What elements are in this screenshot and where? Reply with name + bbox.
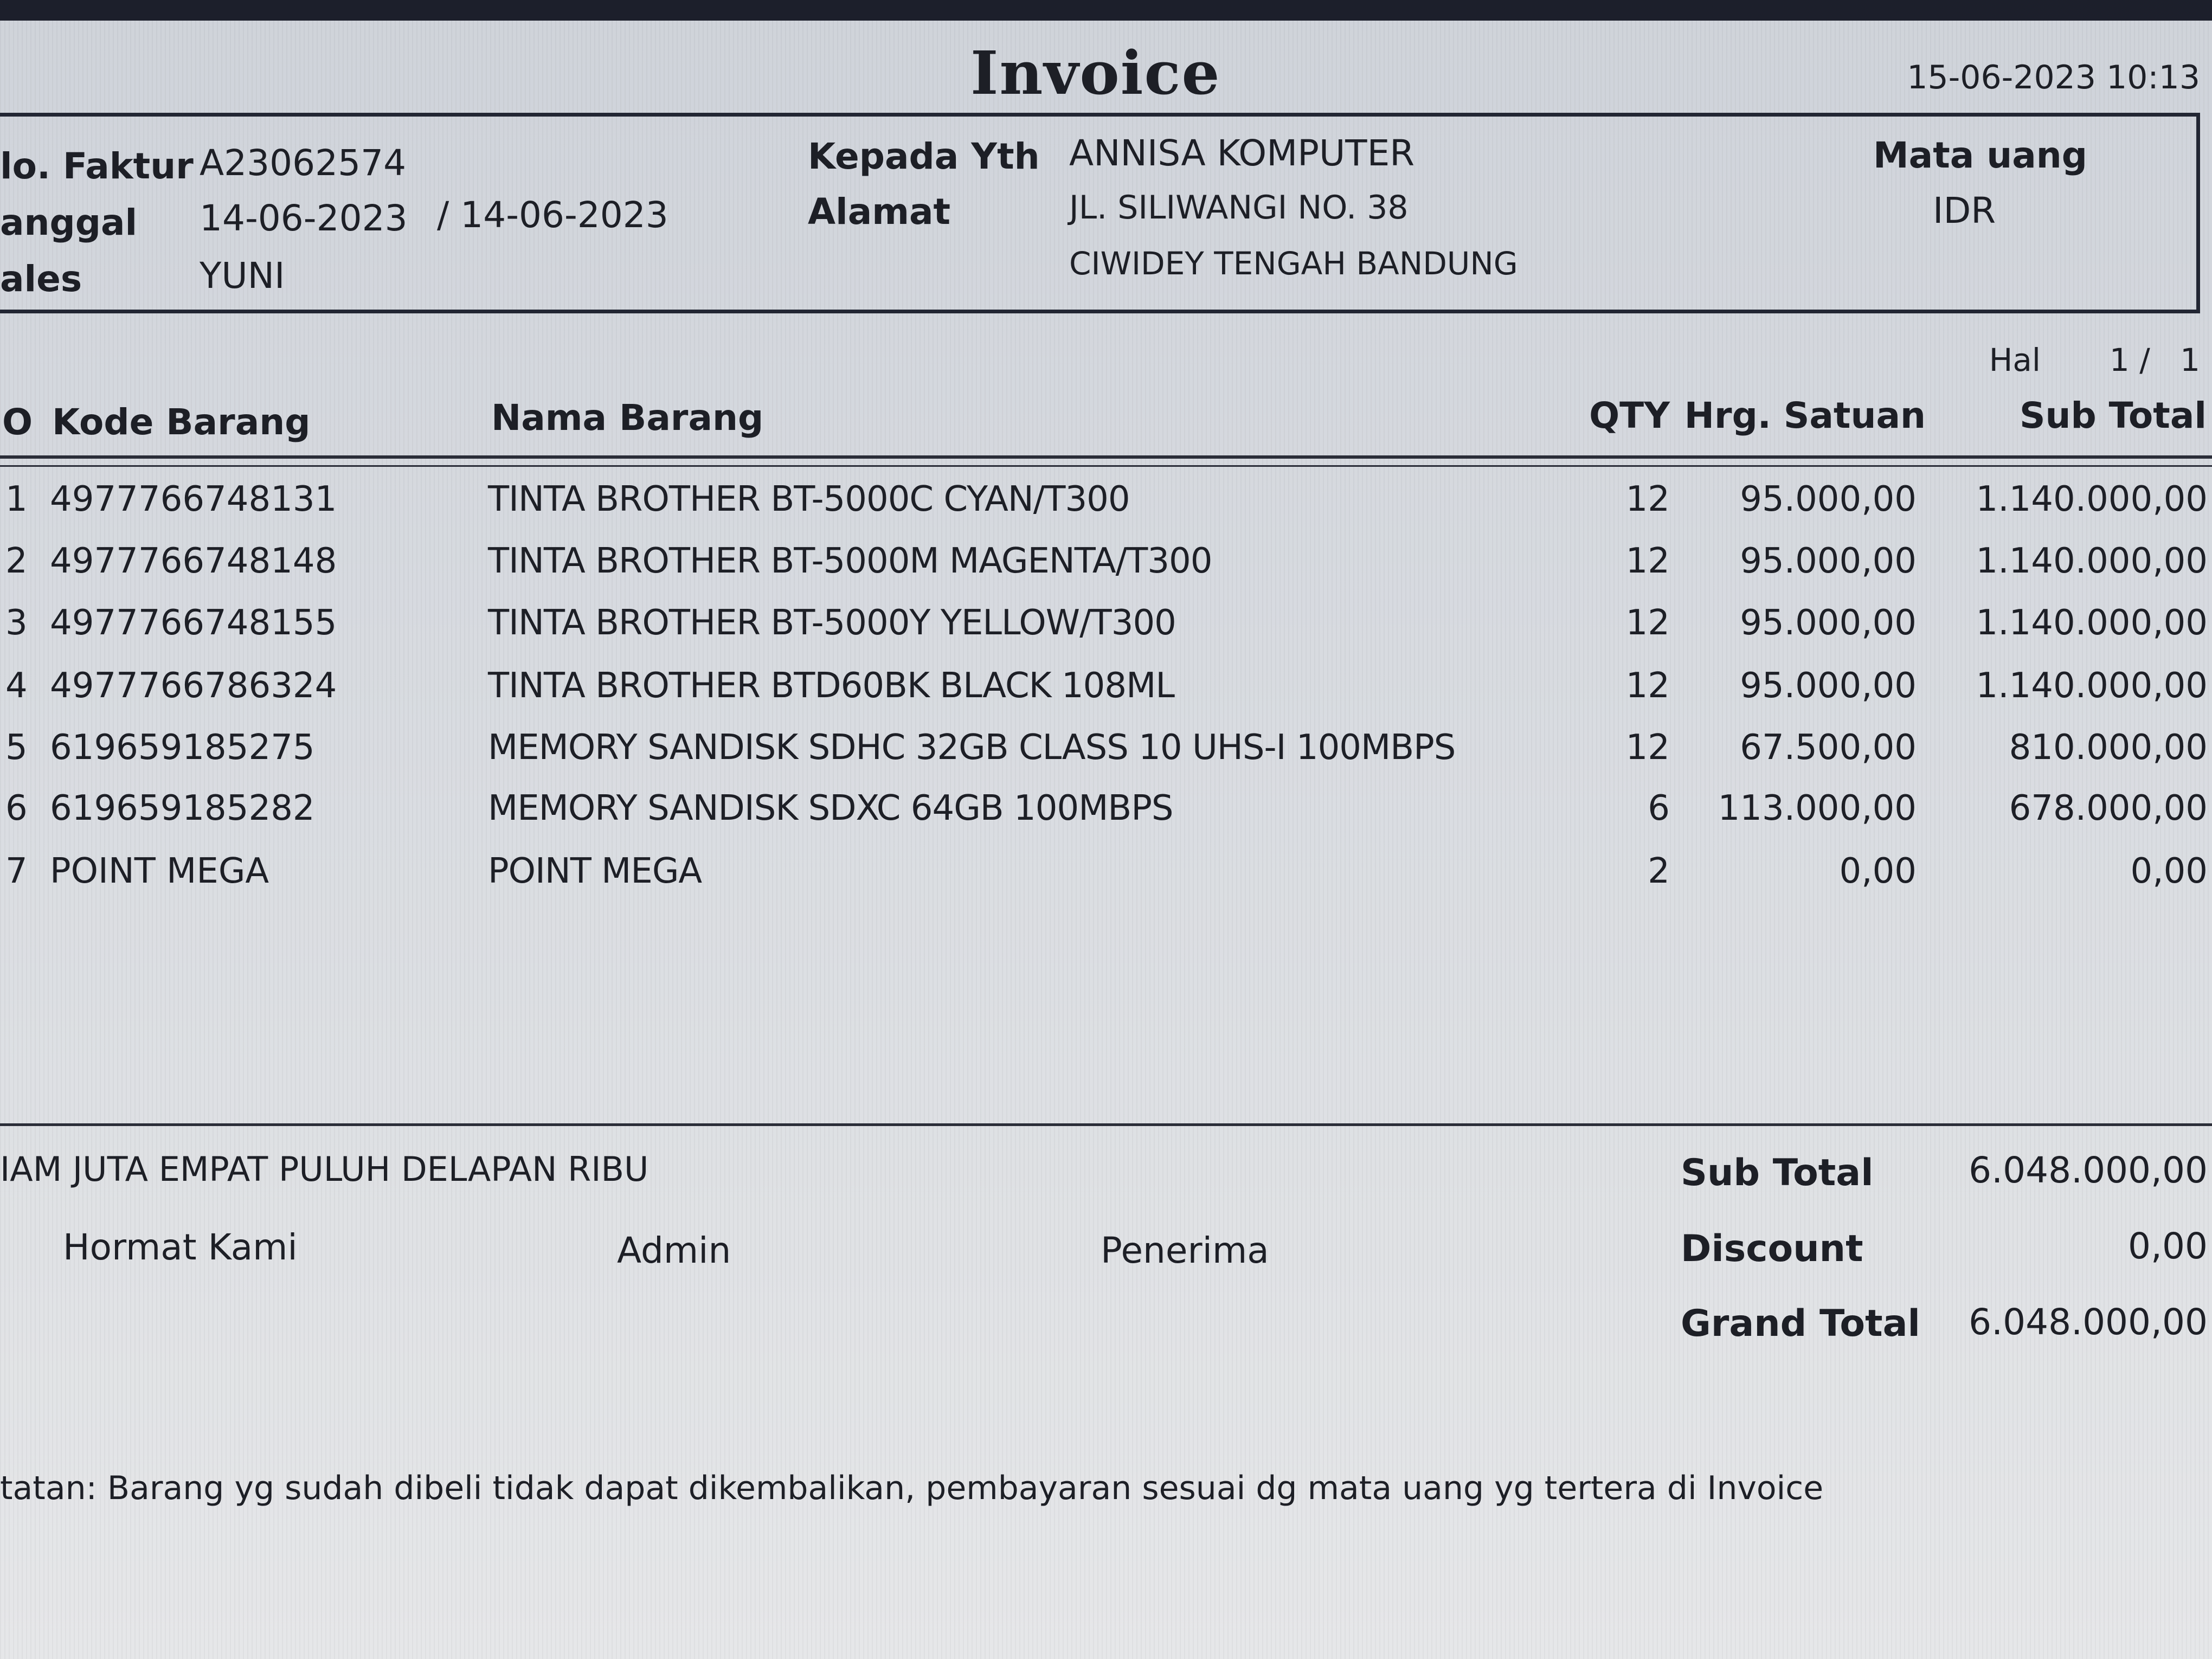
row-nama: POINT MEGA [488, 851, 702, 891]
row-subtotal: 1.140.000,00 [1976, 479, 2208, 519]
table-row [0, 591, 2212, 653]
row-harga: 95.000,00 [1740, 666, 1917, 706]
row-harga: 67.500,00 [1740, 728, 1917, 768]
row-qty: 12 [1625, 728, 1670, 768]
table-row [0, 716, 2212, 777]
col-header-subtotal: Sub Total [2019, 395, 2207, 436]
row-subtotal: 1.140.000,00 [1976, 603, 2208, 643]
penerima-label: Penerima [1101, 1230, 1269, 1271]
tanggal-value: 14-06-2023 [200, 197, 408, 239]
alamat-label: Alamat [808, 191, 951, 233]
faktur-value: A23062574 [200, 142, 407, 184]
row-qty: 12 [1625, 666, 1670, 706]
row-kode: 4977766786324 [50, 666, 337, 706]
row-subtotal: 810.000,00 [2009, 728, 2208, 768]
col-header-no: O [2, 401, 33, 443]
hormat-kami-label: Hormat Kami [63, 1226, 298, 1268]
table-row [0, 529, 2212, 591]
row-subtotal: 0,00 [2130, 851, 2208, 891]
row-qty: 12 [1625, 541, 1670, 581]
sub-total-label: Sub Total [1681, 1152, 1874, 1194]
admin-label: Admin [617, 1230, 731, 1271]
catatan-note: tatan: Barang yg sudah dibeli tidak dapat dikembalikan, pembayaran sesuai dg mata uang yg tertera di Invoice [0, 1469, 1824, 1507]
row-no: 7 [5, 851, 28, 891]
col-header-qty: QTY [1589, 395, 1670, 436]
row-kode: 4977766748148 [50, 541, 337, 581]
tanggal-label: anggal [0, 202, 138, 243]
row-nama: TINTA BROTHER BT-5000C CYAN/T300 [488, 479, 1130, 519]
grand-total-value: 6.048.000,00 [1969, 1301, 2208, 1343]
sub-total-value: 6.048.000,00 [1969, 1149, 2208, 1191]
col-header-kode: Kode Barang [52, 401, 311, 443]
row-harga: 95.000,00 [1740, 541, 1917, 581]
row-subtotal: 678.000,00 [2009, 788, 2208, 828]
row-qty: 12 [1625, 479, 1670, 519]
row-nama: TINTA BROTHER BTD60BK BLACK 108ML [488, 666, 1174, 706]
terbilang-text: IAM JUTA EMPAT PULUH DELAPAN RIBU [0, 1149, 649, 1189]
sales-value: YUNI [200, 255, 285, 297]
hal-value: 1 / 1 [2109, 342, 2200, 378]
discount-value: 0,00 [2128, 1225, 2208, 1267]
row-no: 5 [5, 728, 28, 768]
row-kode: POINT MEGA [50, 851, 269, 891]
print-datetime: 15-06-2023 10:13 [1907, 59, 2200, 97]
row-subtotal: 1.140.000,00 [1976, 541, 2208, 581]
row-nama: TINTA BROTHER BT-5000Y YELLOW/T300 [488, 603, 1176, 643]
col-header-nama: Nama Barang [491, 397, 764, 439]
kepada-value: ANNISA KOMPUTER [1069, 132, 1415, 174]
row-no: 1 [5, 479, 28, 519]
row-harga: 95.000,00 [1740, 479, 1917, 519]
hal-label: Hal [1989, 342, 2041, 378]
row-qty: 12 [1625, 603, 1670, 643]
row-no: 6 [5, 788, 28, 828]
tanggal-value-2: / 14-06-2023 [437, 194, 668, 236]
alamat-line-2: CIWIDEY TENGAH BANDUNG [1069, 245, 1518, 282]
row-kode: 4977766748155 [50, 603, 337, 643]
row-subtotal: 1.140.000,00 [1976, 666, 2208, 706]
table-row [0, 467, 2212, 529]
row-qty: 2 [1648, 851, 1670, 891]
invoice-title: Invoice [970, 38, 1221, 108]
row-no: 4 [5, 666, 28, 706]
table-footer-rule [0, 1123, 2212, 1126]
row-harga: 0,00 [1839, 851, 1917, 891]
row-nama: MEMORY SANDISK SDXC 64GB 100MBPS [488, 788, 1173, 828]
row-qty: 6 [1648, 788, 1670, 828]
row-kode: 619659185282 [50, 788, 315, 828]
alamat-line-1: JL. SILIWANGI NO. 38 [1069, 189, 1409, 227]
table-row [0, 839, 2212, 901]
discount-label: Discount [1681, 1227, 1863, 1270]
row-kode: 4977766748131 [50, 479, 337, 519]
row-harga: 95.000,00 [1740, 603, 1917, 643]
mata-uang-label: Mata uang [1873, 134, 2088, 176]
row-nama: TINTA BROTHER BT-5000M MAGENTA/T300 [488, 541, 1212, 581]
table-row [0, 776, 2212, 838]
row-harga: 113.000,00 [1718, 788, 1917, 828]
row-no: 2 [5, 541, 28, 581]
page-number [1989, 342, 2200, 378]
mata-uang-value: IDR [1933, 190, 1996, 232]
table-header-rule-2 [0, 465, 2212, 467]
col-header-harga: Hrg. Satuan [1684, 395, 1926, 436]
top-bezel [0, 0, 2212, 21]
table-header-rule [0, 455, 2212, 459]
row-no: 3 [5, 603, 28, 643]
row-kode: 619659185275 [50, 728, 315, 768]
faktur-label: lo. Faktur [0, 145, 194, 187]
kepada-label: Kepada Yth [808, 136, 1040, 177]
sales-label: ales [0, 258, 82, 300]
row-nama: MEMORY SANDISK SDHC 32GB CLASS 10 UHS-I 100MBPS [488, 728, 1456, 768]
table-row [0, 654, 2212, 716]
grand-total-label: Grand Total [1681, 1302, 1920, 1345]
